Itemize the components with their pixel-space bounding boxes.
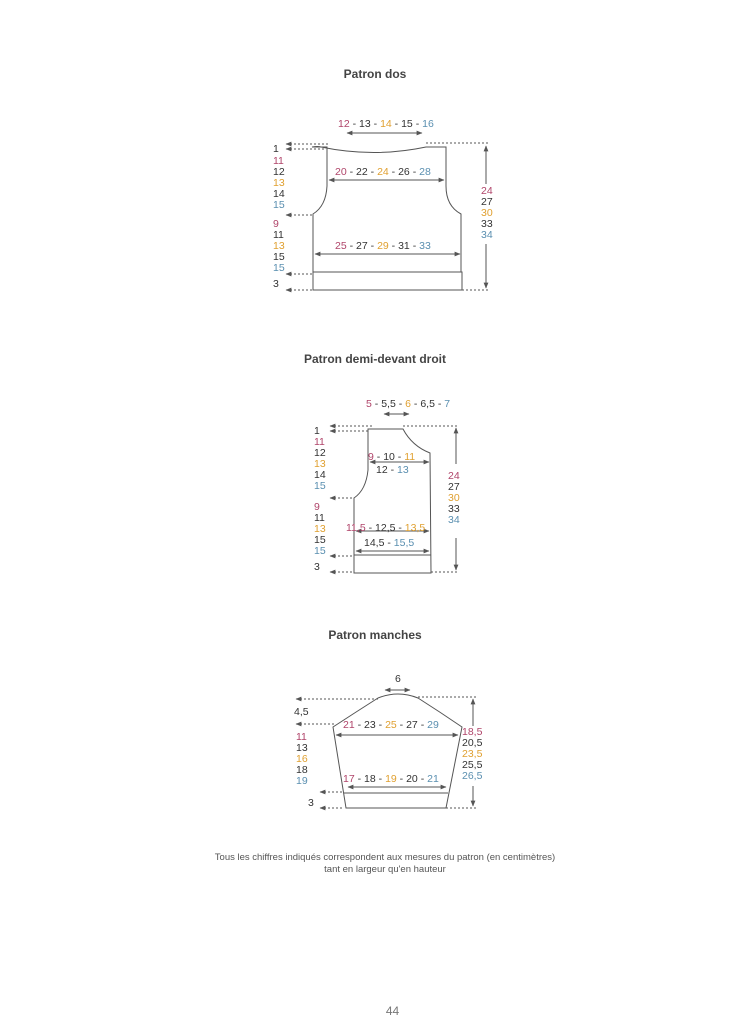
svg-text:20 - 22 - 24 - 26 - 28: 20 - 22 - 24 - 26 - 28 <box>335 166 431 178</box>
svg-text:1: 1 <box>314 425 320 437</box>
sleeve-labels <box>294 673 483 809</box>
front-pattern <box>330 414 458 573</box>
svg-text:33: 33 <box>448 503 460 515</box>
svg-text:24: 24 <box>448 470 460 482</box>
svg-text:15: 15 <box>314 480 326 492</box>
svg-text:12: 12 <box>273 166 285 178</box>
svg-text:13: 13 <box>273 240 285 252</box>
back-labels <box>273 118 493 290</box>
svg-text:25 - 27 - 29 - 31 - 33: 25 - 27 - 29 - 31 - 33 <box>335 240 431 252</box>
svg-text:13: 13 <box>296 742 308 754</box>
svg-text:18,5: 18,5 <box>462 726 483 738</box>
svg-text:30: 30 <box>448 492 460 504</box>
svg-text:11: 11 <box>314 436 325 448</box>
front-labels <box>314 398 460 573</box>
svg-text:9: 9 <box>273 218 279 230</box>
title-patron-devant: Patron demi-devant droit <box>303 352 446 366</box>
svg-text:3: 3 <box>308 797 314 809</box>
svg-text:14: 14 <box>273 188 285 200</box>
svg-text:11: 11 <box>296 731 307 743</box>
page-number: 44 <box>385 1004 400 1018</box>
svg-text:34: 34 <box>481 229 493 241</box>
title-patron-dos: Patron dos <box>343 67 407 81</box>
svg-text:11: 11 <box>314 512 325 524</box>
svg-text:25,5: 25,5 <box>462 759 483 771</box>
svg-text:11: 11 <box>273 155 284 167</box>
svg-text:15: 15 <box>273 262 285 274</box>
svg-text:16: 16 <box>296 753 308 765</box>
back-pattern <box>286 133 488 290</box>
svg-text:14: 14 <box>314 469 326 481</box>
svg-text:14,5 - 15,5: 14,5 - 15,5 <box>364 537 415 549</box>
svg-text:12: 12 <box>314 447 326 459</box>
svg-text:13: 13 <box>314 523 326 535</box>
svg-text:15: 15 <box>314 545 326 557</box>
svg-text:6: 6 <box>395 673 401 685</box>
svg-text:12 - 13: 12 - 13 <box>376 464 409 476</box>
svg-text:15: 15 <box>273 199 285 211</box>
svg-text:11: 11 <box>273 229 284 241</box>
svg-text:24: 24 <box>481 185 493 197</box>
svg-text:11,5 - 12,5 - 13,5: 11,5 - 12,5 - 13,5 <box>346 522 426 534</box>
measurement-note-line1: Tous les chiffres indiqués correspondent aux mesures du patron (en centimètres) <box>214 852 556 863</box>
svg-text:30: 30 <box>481 207 493 219</box>
sleeve-outline <box>333 694 462 808</box>
svg-text:23,5: 23,5 <box>462 748 483 760</box>
svg-text:26,5: 26,5 <box>462 770 483 782</box>
svg-text:17 - 18 - 19 - 20 - 21: 17 - 18 - 19 - 20 - 21 <box>343 773 439 785</box>
measurement-note-line2: tant en largeur qu'en hauteur <box>324 864 446 875</box>
svg-text:15: 15 <box>314 534 326 546</box>
svg-text:5 - 5,5 - 6 - 6,5 - 7: 5 - 5,5 - 6 - 6,5 - 7 <box>366 398 451 410</box>
sleeve-pattern <box>296 690 476 808</box>
svg-text:9 - 10 - 11: 9 - 10 - 11 <box>368 451 416 463</box>
svg-text:4,5: 4,5 <box>294 706 309 718</box>
svg-text:13: 13 <box>273 177 285 189</box>
title-patron-manches: Patron manches <box>328 628 422 642</box>
svg-text:3: 3 <box>314 561 320 573</box>
svg-text:12 - 13 - 14 - 15 - 16: 12 - 13 - 14 - 15 - 16 <box>338 118 434 130</box>
svg-text:34: 34 <box>448 514 460 526</box>
svg-text:27: 27 <box>481 196 493 208</box>
svg-text:1: 1 <box>273 143 279 155</box>
svg-text:19: 19 <box>296 775 308 787</box>
svg-text:9: 9 <box>314 501 320 513</box>
measurement-note <box>0 852 750 876</box>
svg-text:15: 15 <box>273 251 285 263</box>
svg-text:33: 33 <box>481 218 493 230</box>
svg-text:21 - 23 - 25 - 27 - 29: 21 - 23 - 25 - 27 - 29 <box>343 719 439 731</box>
svg-text:27: 27 <box>448 481 460 493</box>
svg-text:3: 3 <box>273 278 279 290</box>
svg-text:13: 13 <box>314 458 326 470</box>
svg-text:20,5: 20,5 <box>462 737 483 749</box>
svg-text:18: 18 <box>296 764 308 776</box>
